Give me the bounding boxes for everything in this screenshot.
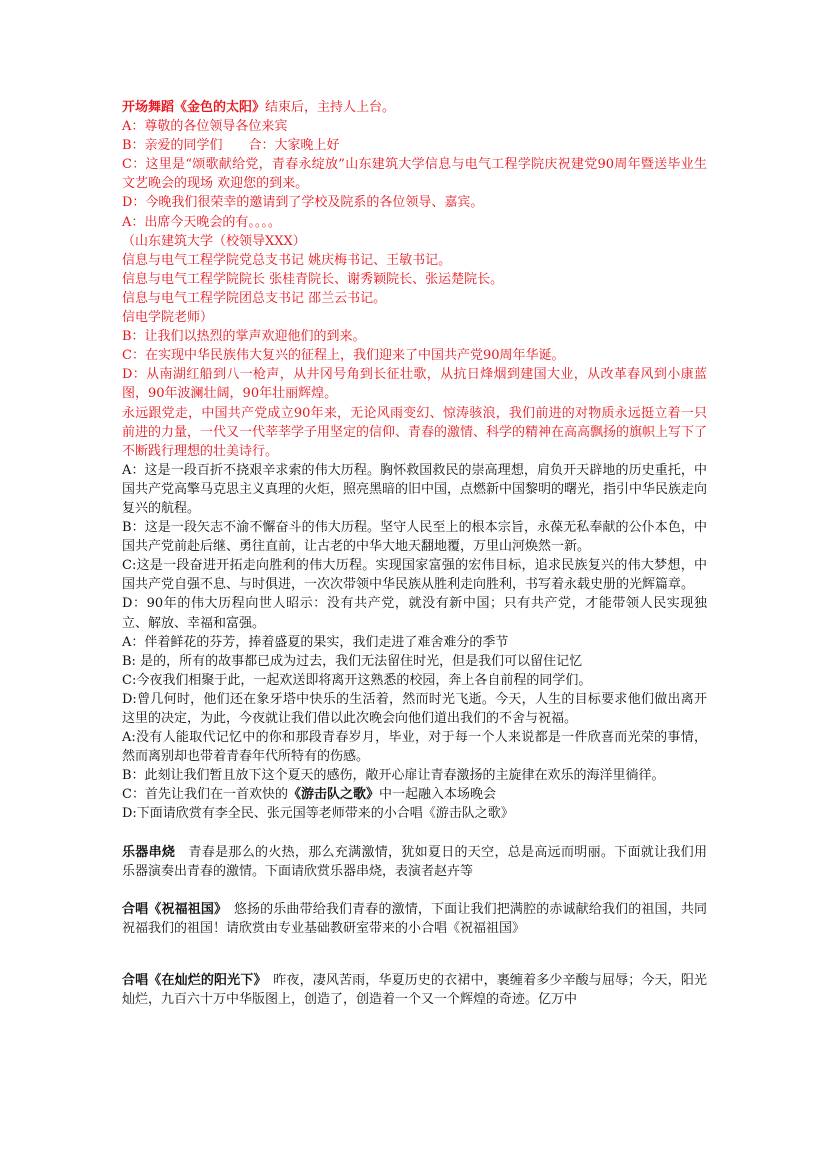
section-title: 合唱《祝福祖国》: [122, 901, 221, 917]
script-paragraph-d-history: D：90年的伟大历程向世人昭示：没有共产党，就没有新中国；只有共产党，才能带领人民实现独立、解放、幸福和富强。: [122, 596, 707, 631]
section-text: 悠扬的乐曲带给我们青春的激情，下面让我们把满腔的赤诚献给我们的祖国，共同祝福我们的祖国！请欣赏由专业基础教研室带来的小合唱《祝福祖国》: [122, 901, 707, 936]
script-line-c-intro: C：这里是“颂歌献给党，青春永绽放”山东建筑大学信息与电气工程学院庆祝建党90周年暨送毕业生文艺晚会的现场 欢迎您的到来。: [122, 157, 707, 192]
script-line-d-guests: D：今晚我们很荣幸的邀请到了学校及院系的各位领导、嘉宾。: [122, 195, 484, 211]
script-line-c-first-song: [122, 785, 707, 804]
script-paragraph-a-graduation: A:没有人能取代记忆中的你和那段青春岁月，毕业，对于每一个人来说都是一件欣喜而光荣的事情，然而离别却也带着青春年代所特有的伤感。: [122, 730, 707, 765]
script-paragraph-a-history: A：这是一段百折不挠艰辛求索的伟大历程。胸怀救国救民的崇高理想，肩负开天辟地的历史重托，中国共产党高擎马克思主义真理的火炬，照亮黑暗的旧中国，点燃新中国黎明的曙光，指引中华民族走向复兴的航程。: [122, 462, 708, 516]
script-paragraph-c-history: C:这是一段奋进开拓走向胜利的伟大历程。实现国家富强的宏伟目标，追求民族复兴的伟大梦想，中国共产党自强不息、与时俱进，一次次带领中华民族从胜利走向胜利，书写着永载史册的光辉篇章。: [122, 558, 707, 593]
script-line-c-anniversary: C：在实现中华民族伟大复兴的征程上，我们迎来了中国共产党90周年华诞。: [122, 348, 565, 364]
script-line-c-farewell: C:今夜我们相聚于此，一起欢送即将离开这熟悉的校园，奔上各自前程的同学们。: [122, 672, 592, 688]
section-text: 青春是那么的火热，那么充满激情，犹如夏日的天空，总是高远而明丽。下面就让我们用乐器演奏出青春的激情。下面请欣赏乐器串烧，表演者赵卉等: [122, 844, 707, 879]
opening-line: [122, 98, 707, 117]
script-line-a-season: A：伴着鲜花的芬芳，捧着盛夏的果实，我们走进了难舍难分的季节: [122, 634, 509, 650]
script-line-d-history: D：从南湖红船到八一枪声，从井冈号角到长征壮歌，从抗日烽烟到建国大业，从改革春风到小康蓝图，90年波澜壮阔，90年壮丽辉煌。: [122, 367, 707, 402]
script-line-d-song-intro: D:下面请欣赏有李全民、张元国等老师带来的小合唱《游击队之歌》: [122, 806, 514, 822]
script-line-a-attendees: A：出席今天晚会的有。。。。: [122, 214, 281, 230]
guest-league-secretary: 信息与电气工程学院团总支书记 邵兰云书记。: [122, 290, 387, 306]
spacer: [122, 881, 707, 900]
spacer: [122, 824, 707, 843]
section-title: 合唱《在灿烂的阳光下》: [122, 972, 261, 988]
opening-program-title: 开场舞蹈《金色的太阳》: [122, 100, 266, 115]
script-paragraph-b-history: B：这是一段矢志不渝不懈奋斗的伟大历程。坚守人民至上的根本宗旨，永葆无私奉献的公仆本色，中国共产党前赴后继、勇往直前，让古老的中华大地天翻地覆，万里山河焕然一新。: [122, 520, 707, 555]
document-page: [122, 98, 707, 1009]
guest-deans: 信息与电气工程学院院长 张桂青院长、谢秀颖院长、张运楚院长。: [122, 271, 504, 287]
spacer: [122, 957, 707, 971]
c-line-song-title: 《游击队之歌》: [287, 787, 379, 803]
section-title: 乐器串烧: [122, 844, 176, 860]
script-line-b-greeting: B：亲爱的同学们 合：大家晚上好: [122, 138, 340, 154]
script-line-a-greeting: A：尊敬的各位领导各位来宾: [122, 119, 288, 135]
section-text: 昨夜，凄风苦雨，华夏历史的衣裙中，裹缠着多少辛酸与屈辱；今天，阳光灿烂，九百六十万中华版图上，创造了，创造着一个又一个辉煌的奇迹。亿万中: [122, 972, 707, 1008]
script-line-b-applause: B：让我们以热烈的掌声欢迎他们的到来。: [122, 329, 366, 345]
section-instrumental-medley: [122, 843, 707, 881]
c-line-prefix: C：首先让我们在一首欢快的: [122, 787, 288, 803]
script-line-b-memory: B: 是的，所有的故事都已成为过去，我们无法留住时光，但是我们可以留住记忆: [122, 653, 583, 669]
section-chorus-bless-motherland: [122, 900, 707, 938]
guest-school-leaders: （山东建筑大学（校领导XXX）: [122, 233, 306, 249]
script-paragraph-follow-party: 永远跟党走，中国共产党成立90年来，无论风雨变幻、惊涛骇浪，我们前进的对物质永远挺立着一只前进的力量，一代又一代莘莘学子用坚定的信仰、青春的激情、科学的精神在高高飘扬的旗帜上写下了不断践行理想的壮美诗行。: [122, 405, 708, 459]
c-line-suffix: 中一起融入本场晚会: [378, 787, 496, 803]
guest-party-secretaries: 信息与电气工程学院党总支书记 姚庆梅书记、王敏书记。: [122, 252, 452, 268]
script-paragraph-b-summer: B：此刻让我们暂且放下这个夏天的感伤，敞开心扉让青春激扬的主旋律在欢乐的海洋里徜徉。: [122, 768, 665, 784]
script-paragraph-d-farewell: D:曾几何时，他们还在象牙塔中快乐的生活着，然而时光飞逝。今天，人生的目标要求他们做出离开这里的决定，为此，今夜就让我们借以此次晚会向他们道出我们的不舍与祝福。: [122, 691, 707, 726]
section-chorus-in-sunshine: [122, 971, 707, 1009]
opening-rest: 结束后，主持人上台。: [265, 100, 396, 115]
guest-teachers: 信电学院老师）: [122, 310, 214, 326]
spacer: [122, 938, 707, 957]
